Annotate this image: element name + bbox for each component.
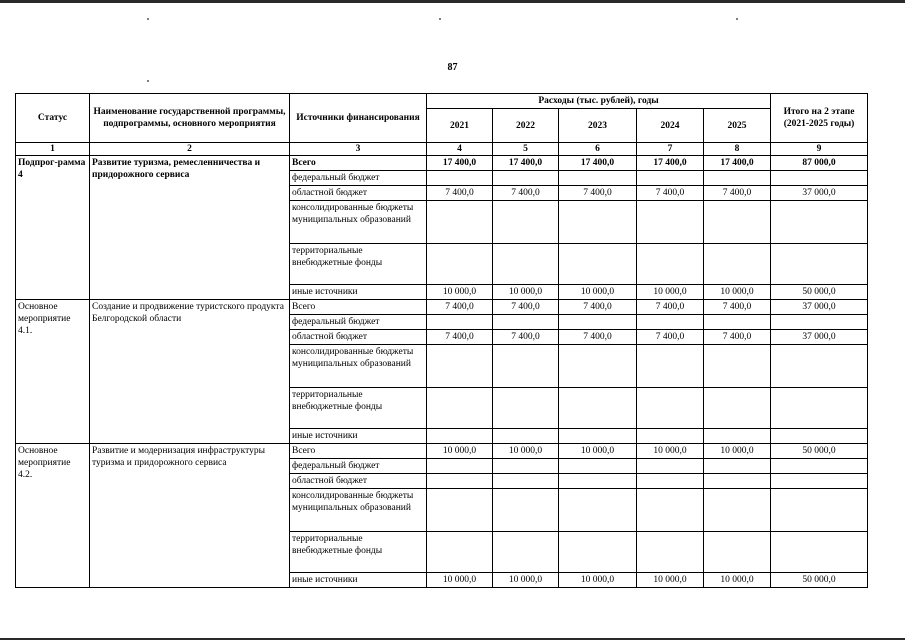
value-cell: 10 000,0 — [427, 444, 493, 459]
status-cell: Подпрог-рамма 4 — [16, 156, 90, 300]
year-header: 2025 — [704, 109, 771, 143]
value-cell — [637, 244, 704, 285]
value-cell: 10 000,0 — [427, 573, 493, 588]
value-cell — [427, 171, 493, 186]
source-cell: Всего — [290, 156, 427, 171]
value-cell — [637, 532, 704, 573]
total-cell: 50 000,0 — [771, 573, 868, 588]
source-cell: иные источники — [290, 429, 427, 444]
value-cell — [427, 474, 493, 489]
value-cell — [493, 459, 559, 474]
value-cell: 7 400,0 — [637, 330, 704, 345]
value-cell: 10 000,0 — [493, 573, 559, 588]
column-number: 7 — [637, 143, 704, 156]
value-cell: 10 000,0 — [427, 285, 493, 300]
total-cell: 50 000,0 — [771, 285, 868, 300]
column-number: 2 — [90, 143, 290, 156]
value-cell — [493, 315, 559, 330]
value-cell — [704, 532, 771, 573]
value-cell — [559, 171, 637, 186]
source-cell: территориальные внебюджетные фонды — [290, 244, 427, 285]
year-header: 2023 — [559, 109, 637, 143]
source-cell: иные источники — [290, 285, 427, 300]
total-cell — [771, 429, 868, 444]
value-cell: 7 400,0 — [637, 186, 704, 201]
column-number: 1 — [16, 143, 90, 156]
value-cell — [637, 489, 704, 532]
scan-top-edge — [0, 0, 905, 3]
value-cell: 10 000,0 — [704, 285, 771, 300]
value-cell — [637, 315, 704, 330]
value-cell — [559, 429, 637, 444]
source-cell: областной бюджет — [290, 474, 427, 489]
value-cell: 17 400,0 — [493, 156, 559, 171]
total-cell: 37 000,0 — [771, 330, 868, 345]
column-number: 5 — [493, 143, 559, 156]
value-cell: 7 400,0 — [559, 300, 637, 315]
value-cell — [704, 244, 771, 285]
value-cell — [704, 489, 771, 532]
source-cell: консолидированные бюджеты муниципальных образований — [290, 201, 427, 244]
value-cell: 10 000,0 — [637, 573, 704, 588]
value-cell — [704, 171, 771, 186]
value-cell: 10 000,0 — [493, 444, 559, 459]
value-cell — [559, 388, 637, 429]
value-cell — [427, 388, 493, 429]
value-cell: 7 400,0 — [704, 186, 771, 201]
value-cell — [559, 459, 637, 474]
source-cell: консолидированные бюджеты муниципальных образований — [290, 489, 427, 532]
value-cell — [427, 345, 493, 388]
value-cell: 10 000,0 — [559, 285, 637, 300]
source-cell: территориальные внебюджетные фонды — [290, 388, 427, 429]
source-cell: иные источники — [290, 573, 427, 588]
value-cell: 7 400,0 — [427, 300, 493, 315]
source-cell: территориальные внебюджетные фонды — [290, 532, 427, 573]
column-number: 6 — [559, 143, 637, 156]
value-cell — [637, 459, 704, 474]
value-cell — [559, 201, 637, 244]
value-cell: 7 400,0 — [493, 300, 559, 315]
value-cell: 7 400,0 — [493, 330, 559, 345]
source-cell: Всего — [290, 300, 427, 315]
column-number: 8 — [704, 143, 771, 156]
value-cell — [427, 532, 493, 573]
value-cell — [559, 345, 637, 388]
value-cell: 10 000,0 — [637, 444, 704, 459]
value-cell: 7 400,0 — [637, 300, 704, 315]
value-cell: 17 400,0 — [704, 156, 771, 171]
value-cell — [493, 429, 559, 444]
value-cell — [427, 459, 493, 474]
budget-table — [15, 93, 868, 588]
value-cell: 17 400,0 — [559, 156, 637, 171]
value-cell: 10 000,0 — [704, 444, 771, 459]
value-cell: 17 400,0 — [427, 156, 493, 171]
program-name-cell: Создание и продвижение туристского продукта Белгородской области — [90, 300, 290, 444]
value-cell — [637, 171, 704, 186]
value-cell: 17 400,0 — [637, 156, 704, 171]
value-cell — [637, 429, 704, 444]
page-number: 87 — [447, 62, 458, 73]
value-cell — [427, 489, 493, 532]
value-cell: 10 000,0 — [559, 444, 637, 459]
total-cell — [771, 532, 868, 573]
value-cell — [559, 474, 637, 489]
total-cell: 50 000,0 — [771, 444, 868, 459]
value-cell — [493, 532, 559, 573]
value-cell — [427, 201, 493, 244]
source-cell: федеральный бюджет — [290, 459, 427, 474]
value-cell — [493, 489, 559, 532]
program-name-cell: Развитие и модернизация инфраструктуры туризма и придорожного сервиса — [90, 444, 290, 588]
total-cell — [771, 315, 868, 330]
value-cell: 10 000,0 — [704, 573, 771, 588]
source-cell: областной бюджет — [290, 330, 427, 345]
value-cell: 7 400,0 — [704, 330, 771, 345]
value-cell — [427, 244, 493, 285]
table-row — [16, 444, 868, 459]
header-sources: Источники финансирования — [290, 94, 427, 143]
source-cell: консолидированные бюджеты муниципальных образований — [290, 345, 427, 388]
value-cell — [704, 315, 771, 330]
scan-speck — [147, 80, 149, 82]
value-cell — [637, 474, 704, 489]
column-number: 3 — [290, 143, 427, 156]
total-cell — [771, 171, 868, 186]
source-cell: федеральный бюджет — [290, 171, 427, 186]
value-cell — [559, 315, 637, 330]
value-cell: 7 400,0 — [427, 186, 493, 201]
year-header: 2024 — [637, 109, 704, 143]
year-header: 2022 — [493, 109, 559, 143]
value-cell — [427, 429, 493, 444]
table-row — [16, 300, 868, 315]
total-cell: 87 000,0 — [771, 156, 868, 171]
total-cell: 37 000,0 — [771, 186, 868, 201]
value-cell — [704, 429, 771, 444]
value-cell — [559, 489, 637, 532]
value-cell — [637, 388, 704, 429]
value-cell: 7 400,0 — [427, 330, 493, 345]
value-cell — [704, 474, 771, 489]
status-cell: Основное мероприятие 4.1. — [16, 300, 90, 444]
value-cell: 7 400,0 — [559, 186, 637, 201]
value-cell — [704, 459, 771, 474]
value-cell — [493, 201, 559, 244]
program-name-cell: Развитие туризма, ремесленничества и придорожного сервиса — [90, 156, 290, 300]
total-cell — [771, 201, 868, 244]
value-cell — [493, 345, 559, 388]
value-cell — [559, 532, 637, 573]
header-name: Наименование государственной программы, подпрограммы, основного мероприятия — [90, 94, 290, 143]
value-cell: 10 000,0 — [637, 285, 704, 300]
value-cell: 10 000,0 — [559, 573, 637, 588]
value-cell — [493, 474, 559, 489]
total-cell — [771, 244, 868, 285]
scan-speck — [147, 18, 149, 20]
source-cell: федеральный бюджет — [290, 315, 427, 330]
value-cell — [637, 345, 704, 388]
scan-speck — [736, 18, 738, 20]
value-cell: 7 400,0 — [559, 330, 637, 345]
header-total: Итого на 2 этапе (2021-2025 годы) — [771, 94, 868, 143]
value-cell — [559, 244, 637, 285]
value-cell: 7 400,0 — [704, 300, 771, 315]
source-cell: областной бюджет — [290, 186, 427, 201]
total-cell — [771, 489, 868, 532]
table-row — [16, 156, 868, 171]
value-cell — [637, 201, 704, 244]
source-cell: Всего — [290, 444, 427, 459]
value-cell — [704, 388, 771, 429]
year-header: 2021 — [427, 109, 493, 143]
header-status: Статус — [16, 94, 90, 143]
value-cell — [493, 388, 559, 429]
column-number: 9 — [771, 143, 868, 156]
total-cell — [771, 474, 868, 489]
total-cell — [771, 388, 868, 429]
total-cell: 37 000,0 — [771, 300, 868, 315]
total-cell — [771, 345, 868, 388]
value-cell: 10 000,0 — [493, 285, 559, 300]
header-expenses: Расходы (тыс. рублей), годы — [427, 94, 771, 109]
value-cell — [493, 171, 559, 186]
total-cell — [771, 459, 868, 474]
scan-speck — [439, 18, 441, 20]
value-cell — [493, 244, 559, 285]
value-cell — [427, 315, 493, 330]
value-cell: 7 400,0 — [493, 186, 559, 201]
value-cell — [704, 345, 771, 388]
column-number: 4 — [427, 143, 493, 156]
status-cell: Основное мероприятие 4.2. — [16, 444, 90, 588]
value-cell — [704, 201, 771, 244]
